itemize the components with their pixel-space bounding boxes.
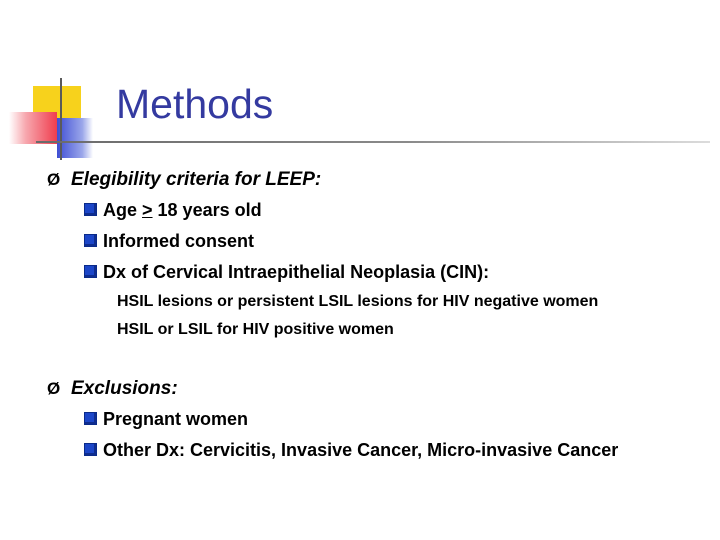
section-heading-text: Exclusions: [71, 378, 178, 399]
section-heading-text: Elegibility criteria for LEEP: [71, 169, 322, 190]
age-greater-equal-symbol: > [142, 200, 153, 220]
list-item-cin: Dx of Cervical Intraepithelial Neoplasia (CIN): [84, 261, 584, 283]
list-item-consent: Informed consent [84, 230, 384, 252]
square-checkbox-bullet-icon [84, 203, 97, 216]
age-suffix: 18 years old [152, 200, 262, 220]
title-underline-rule [36, 141, 710, 143]
square-checkbox-bullet-icon [84, 265, 97, 278]
section-heading-eligibility [47, 168, 447, 192]
list-item-age [84, 199, 384, 221]
section-heading-exclusions [47, 377, 347, 401]
arrow-bullet-icon: Ø [47, 170, 61, 189]
list-item-pregnant: Pregnant women [84, 408, 384, 430]
age-prefix: Age [103, 200, 143, 220]
decorative-blue-square [57, 118, 93, 158]
slide-title: Methods [116, 81, 274, 127]
square-checkbox-bullet-icon [84, 443, 97, 456]
decorative-vertical-line [60, 78, 62, 160]
arrow-bullet-icon: Ø [47, 379, 61, 398]
square-checkbox-bullet-icon [84, 234, 97, 247]
list-item-other-dx: Other Dx: Cervicitis, Invasive Cancer, Micro-invasive Cancer [84, 439, 704, 461]
square-checkbox-bullet-icon [84, 412, 97, 425]
decorative-red-bar [9, 112, 57, 144]
sub-item-hiv-negative: HSIL lesions or persistent LSIL lesions for HIV negative women [117, 293, 599, 310]
sub-item-hiv-positive: HSIL or LSIL for HIV positive women [117, 321, 394, 338]
